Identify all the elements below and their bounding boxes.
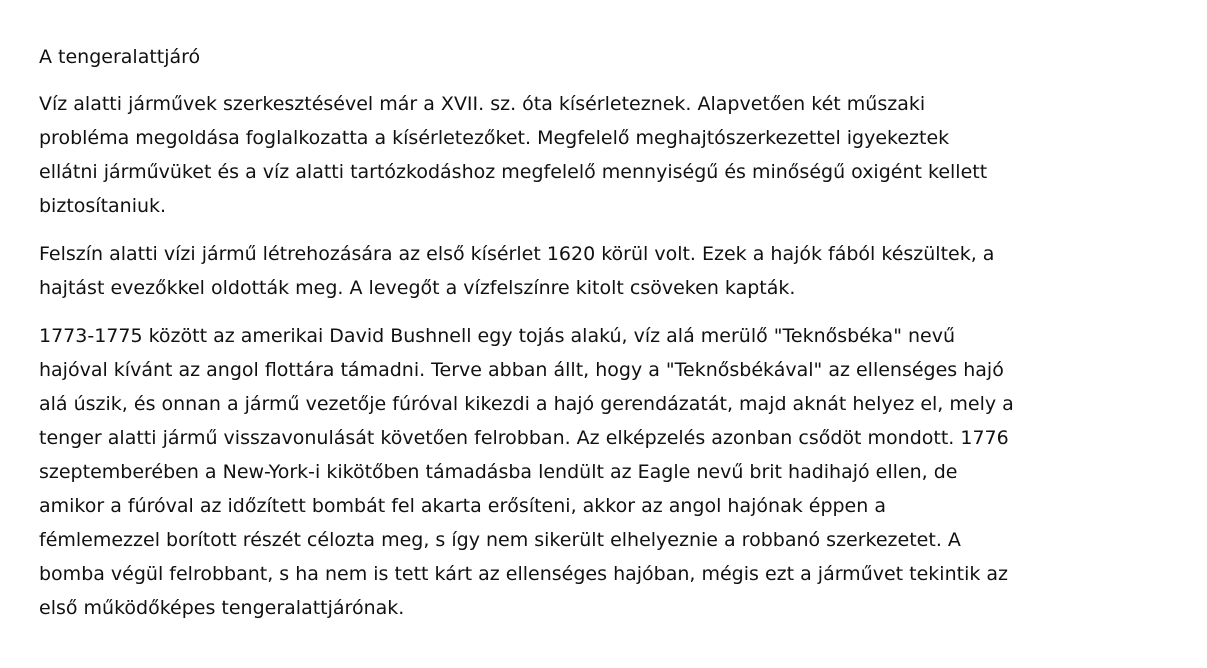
paragraph-line: probléma megoldása foglalkozatta a kísérletezőket. Megfelelő meghajtószerkezettel igyekeztek — [39, 127, 950, 149]
paragraph-line: Felszín alatti vízi jármű létrehozására az első kísérlet 1620 körül volt. Ezek a hajók fából készültek, a — [39, 243, 995, 265]
paragraph-line: alá úszik, és onnan a jármű vezetője fúróval kikezdi a hajó gerendázatát, majd aknát helyez el, mely a — [39, 393, 1014, 415]
paragraph-line: ellátni járművüket és a víz alatti tartózkodáshoz megfelelő mennyiségű és minőségű oxigént kellett — [39, 161, 988, 183]
paragraph-line: szeptemberében a New-York-i kikötőben támadásba lendült az Eagle nevű brit hadihajó ellen, de — [39, 461, 958, 483]
paragraph-line: fémlemezzel borított részét célozta meg, s így nem sikerült elhelyeznie a robbanó szerkezetet. A — [39, 529, 961, 551]
paragraph-line: amikor a fúróval az időzített bombát fel akarta erősíteni, akkor az angol hajónak éppen a — [39, 495, 886, 517]
paragraph-line: tenger alatti jármű visszavonulását követően felrobban. Az elképzelés azonban csődöt mondott. 1776 — [39, 427, 1009, 449]
paragraph-intro — [39, 87, 1179, 223]
paragraph-line: hajóval kívánt az angol flottára támadni. Terve abban állt, hogy a "Teknősbékával" az ellenséges hajó — [39, 359, 1004, 381]
document-page — [39, 41, 1179, 639]
paragraph-first-attempt — [39, 237, 1179, 305]
paragraph-line: 1773-1775 között az amerikai David Bushnell egy tojás alakú, víz alá merülő "Teknősbéka" nevű — [39, 325, 955, 347]
paragraph-bushnell — [39, 319, 1179, 625]
paragraph-line: hajtást evezőkkel oldották meg. A levegőt a vízfelszínre kitolt csöveken kapták. — [39, 277, 796, 299]
paragraph-line: bomba végül felrobbant, s ha nem is tett kárt az ellenséges hajóban, mégis ezt a járművet tekintik az — [39, 563, 1009, 585]
document-title: A tengeralattjáró — [39, 46, 201, 68]
paragraph-line: biztosítaniuk. — [39, 195, 167, 217]
paragraph-line: első működőképes tengeralattjárónak. — [39, 597, 405, 619]
paragraph-line: Víz alatti járművek szerkesztésével már a XVII. sz. óta kísérleteznek. Alapvetően két műszaki — [39, 93, 926, 115]
